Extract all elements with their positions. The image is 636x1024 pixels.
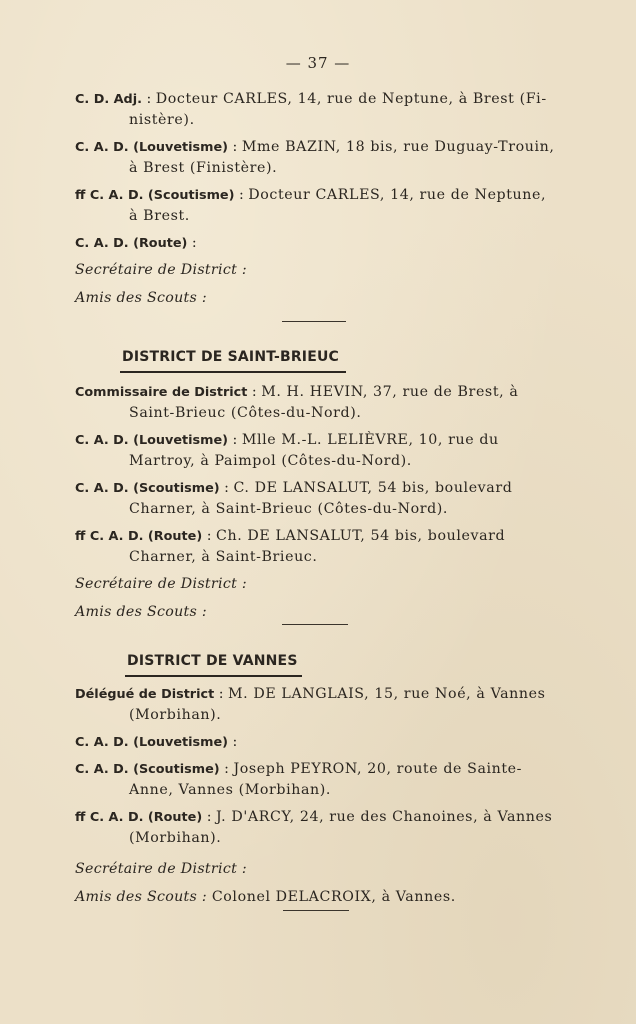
entry-cad-louvetisme: C. A. D. (Louvetisme) : Mlle M.-L. LELIÈVRE, 10, rue du Martroy, à Paimpol (Côtes-du-Nord). <box>75 432 499 469</box>
section-heading-saint-brieuc: DISTRICT DE SAINT-BRIEUC <box>122 349 340 365</box>
section-saint-brieuc <box>75 382 557 630</box>
entry-label: C. A. D. (Louvetisme) <box>75 140 229 155</box>
divider-rule <box>282 321 346 322</box>
entry-label: C. A. D. (Route) <box>75 236 188 251</box>
entry-cad-louvetisme: C. A. D. (Louvetisme) : Mme BAZIN, 18 bis, rue Duguay-Trouin, à Brest (Finistère). <box>75 139 555 176</box>
entry-label: ff C. A. D. (Route) <box>75 810 203 825</box>
entry-value: M. DE LANGLAIS, 15, rue Noé, à Vannes (Morbihan). <box>129 686 546 723</box>
entry-value: Ch. DE LANSALUT, 54 bis, boulevard Charner, à Saint-Brieuc. <box>129 528 506 565</box>
entry-label: C. A. D. (Louvetisme) <box>75 433 229 448</box>
entry-delegue: Délégué de District : M. DE LANGLAIS, 15, rue Noé, à Vannes (Morbihan). <box>75 686 546 723</box>
entry-label: C. A. D. (Scoutisme) <box>75 481 220 496</box>
amis-des-scouts-value: Colonel DELACROIX, à Vannes. <box>211 889 456 905</box>
entry-label: C. A. D. (Scoutisme) <box>75 762 220 777</box>
amis-des-scouts-line <box>75 887 557 908</box>
section-vannes <box>75 684 557 915</box>
entry-cad-scoutisme: C. A. D. (Scoutisme) : C. DE LANSALUT, 54 bis, boulevard Charner, à Saint-Brieuc (Côtes-du-Nord). <box>75 480 513 517</box>
section-brest <box>75 89 557 316</box>
entry-value: Mlle M.-L. LELIÈVRE, 10, rue du Martroy, à Paimpol (Côtes-du-Nord). <box>129 432 499 469</box>
entry-label: Commissaire de District <box>75 385 248 400</box>
entry-cd-adj: C. D. Adj. : Docteur CARLES, 14, rue de Neptune, à Brest (Fi-nistère). <box>75 91 547 128</box>
entry-value: Mme BAZIN, 18 bis, rue Duguay-Trouin, à Brest (Finistère). <box>129 139 555 176</box>
secretaire-de-district: Secrétaire de District : <box>75 576 247 592</box>
entry-label: C. A. D. (Louvetisme) <box>75 735 229 750</box>
page-number: — 37 — <box>285 54 351 72</box>
entry-label: ff C. A. D. (Route) <box>75 529 203 544</box>
entry-ff-cad-scoutisme: ff C. A. D. (Scoutisme) : Docteur CARLES, 14, rue de Neptune, à Brest. <box>75 187 547 224</box>
entry-cad-scoutisme: C. A. D. (Scoutisme) : Joseph PEYRON, 20, route de Sainte-Anne, Vannes (Morbihan). <box>75 761 523 798</box>
entry-label: C. D. Adj. <box>75 92 142 107</box>
divider-rule <box>283 910 349 911</box>
entry-value: Docteur CARLES, 14, rue de Neptune, à Brest. <box>129 187 547 224</box>
entry-ff-cad-route: ff C. A. D. (Route) : Ch. DE LANSALUT, 54 bis, boulevard Charner, à Saint-Brieuc. <box>75 528 506 565</box>
entry-value: Docteur CARLES, 14, rue de Neptune, à Brest (Fi-nistère). <box>129 91 547 128</box>
entry-cad-route: C. A. D. (Route) : <box>75 235 197 251</box>
secretaire-de-district: Secrétaire de District : <box>75 861 247 877</box>
entry-ff-cad-route: ff C. A. D. (Route) : J. D'ARCY, 24, rue des Chanoines, à Vannes (Morbihan). <box>75 809 553 846</box>
entry-label: Délégué de District <box>75 687 215 702</box>
entry-value: Joseph PEYRON, 20, route de Sainte-Anne, Vannes (Morbihan). <box>129 761 523 798</box>
secretaire-de-district: Secrétaire de District : <box>75 262 247 278</box>
amis-des-scouts: Amis des Scouts : <box>75 290 208 306</box>
amis-des-scouts: Amis des Scouts : <box>75 889 208 905</box>
heading-underline <box>125 675 302 677</box>
entry-value: C. DE LANSALUT, 54 bis, boulevard Charner, à Saint-Brieuc (Côtes-du-Nord). <box>129 480 513 517</box>
entry-value: M. H. HEVIN, 37, rue de Brest, à Saint-Brieuc (Côtes-du-Nord). <box>129 384 519 421</box>
entry-value: J. D'ARCY, 24, rue des Chanoines, à Vannes (Morbihan). <box>129 809 553 846</box>
divider-rule <box>282 624 348 625</box>
entry-commissaire: Commissaire de District : M. H. HEVIN, 37, rue de Brest, à Saint-Brieuc (Côtes-du-Nord). <box>75 384 519 421</box>
heading-underline <box>120 371 346 373</box>
amis-des-scouts: Amis des Scouts : <box>75 604 208 620</box>
section-heading-vannes: DISTRICT DE VANNES <box>127 653 298 669</box>
entry-cad-louvetisme: C. A. D. (Louvetisme) : <box>75 734 238 750</box>
entry-label: ff C. A. D. (Scoutisme) <box>75 188 235 203</box>
